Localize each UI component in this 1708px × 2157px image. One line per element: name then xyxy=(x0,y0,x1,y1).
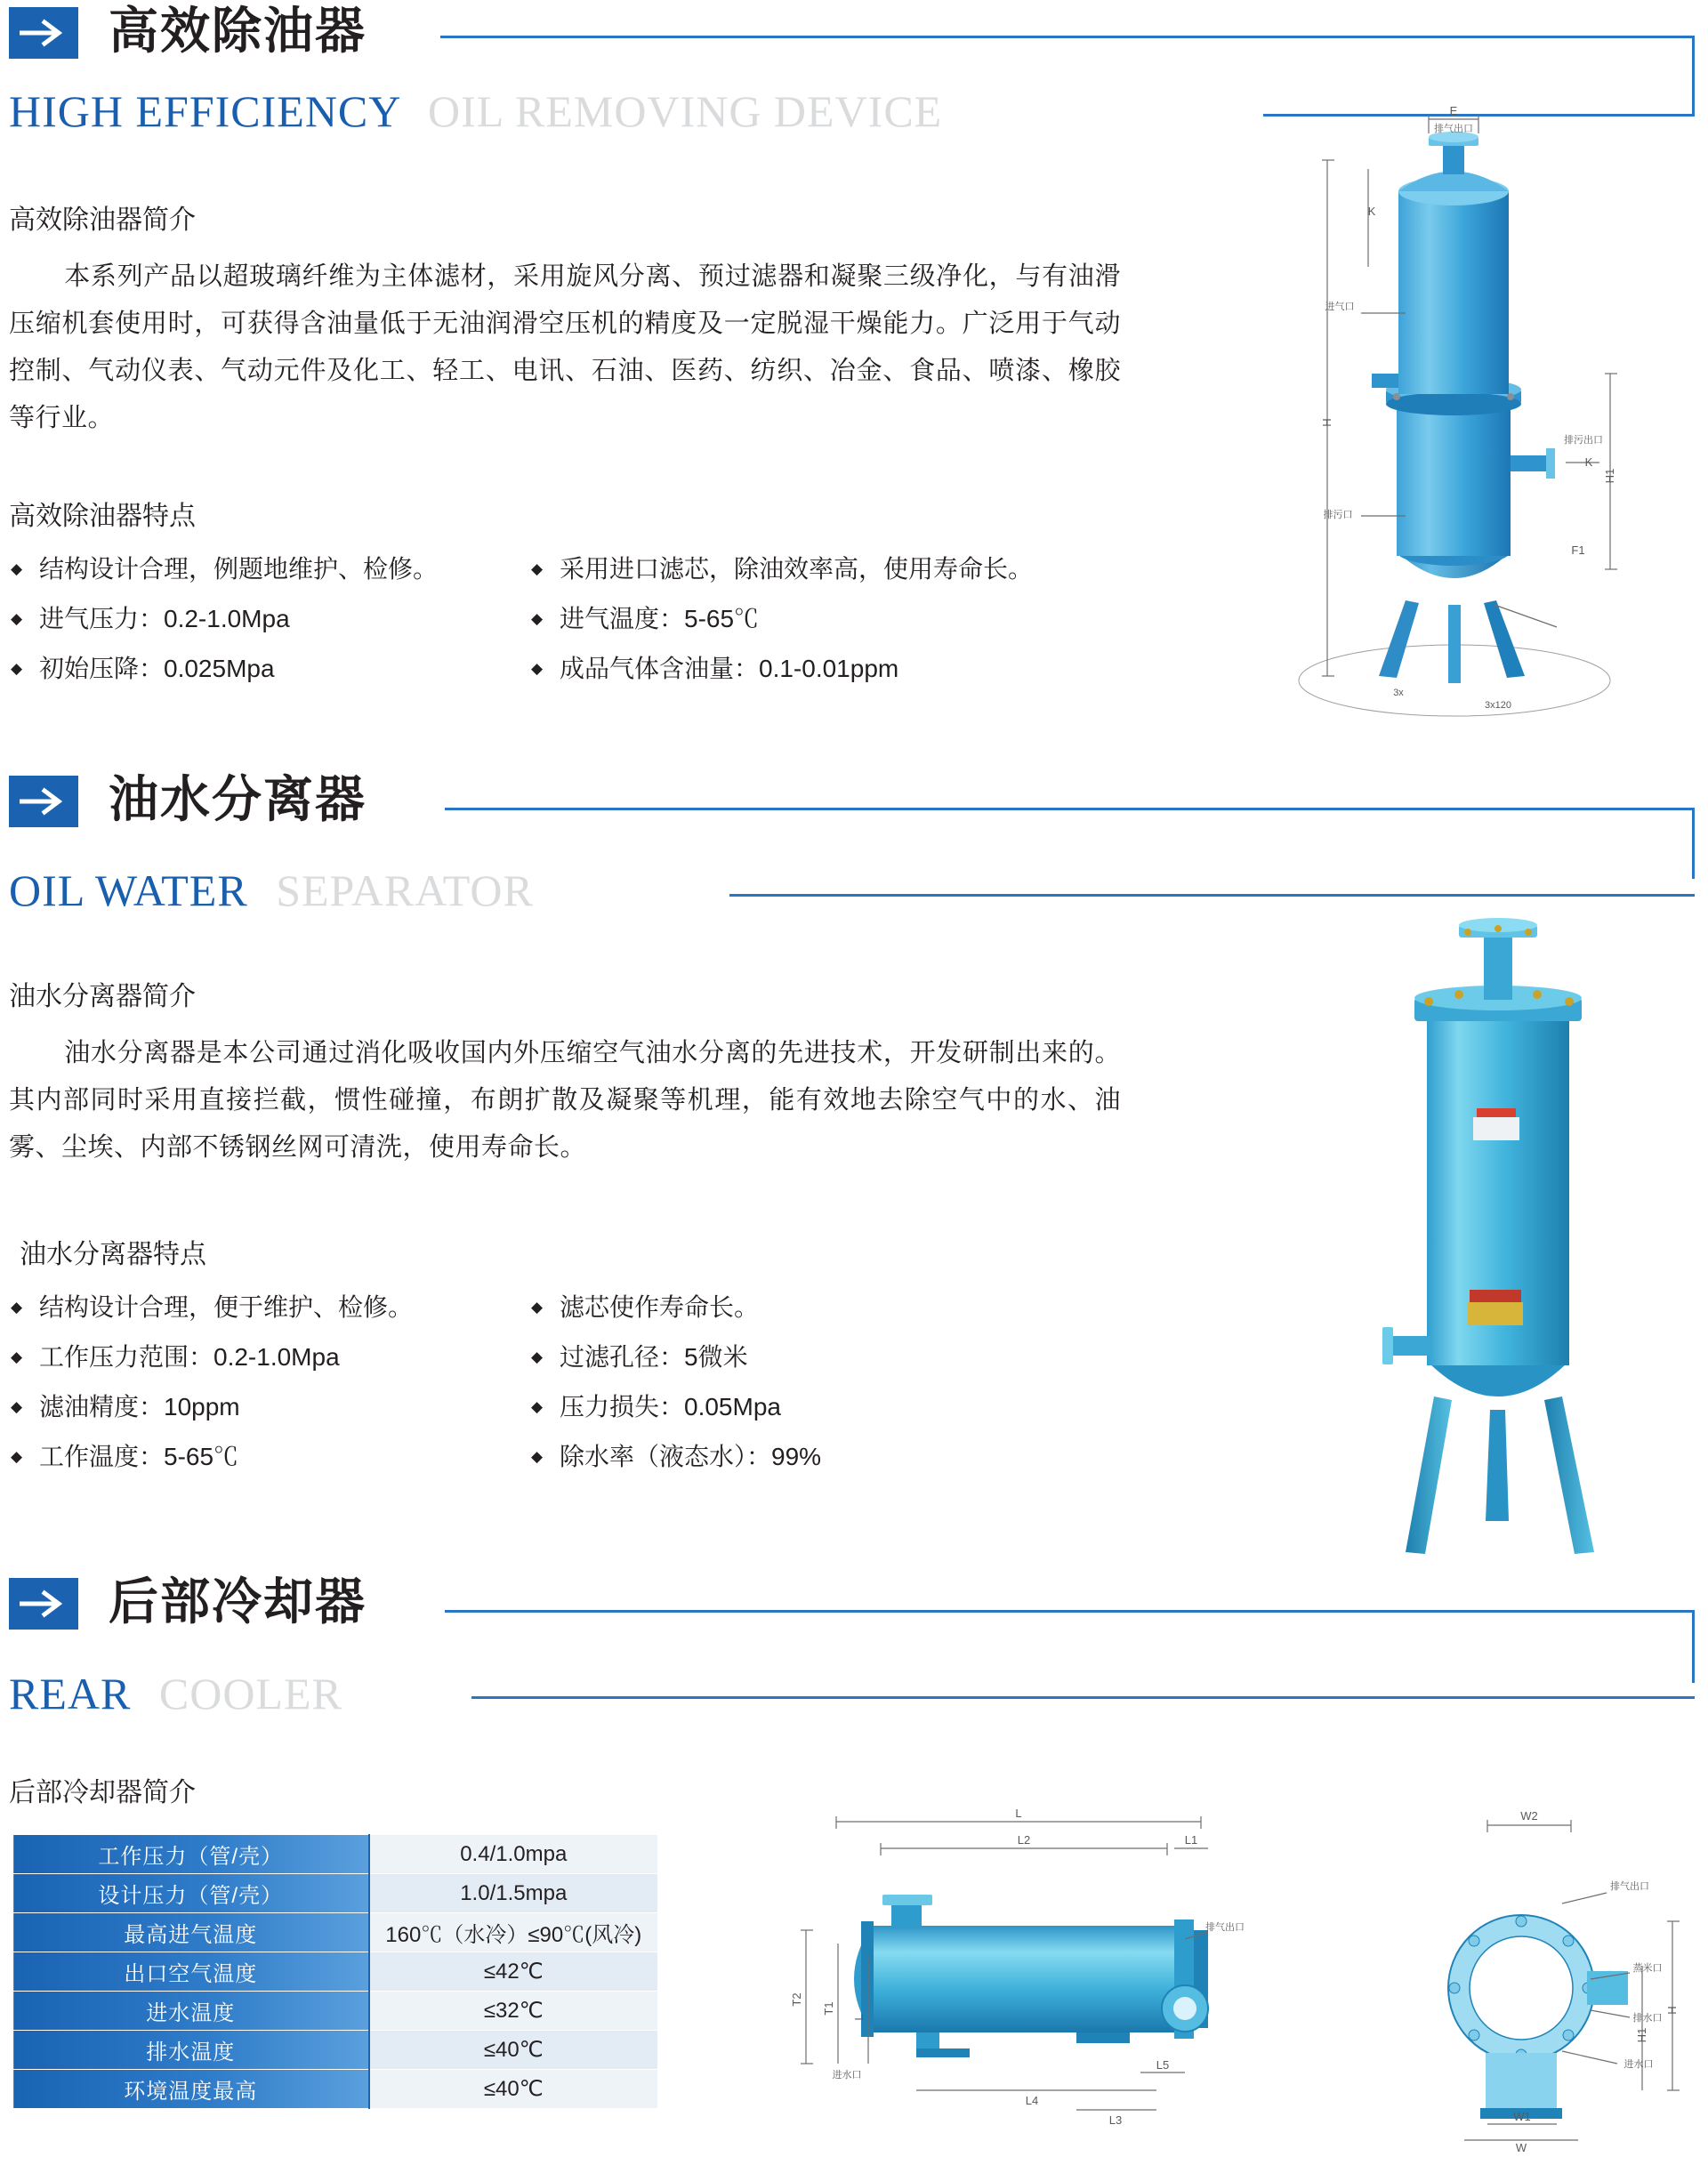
list-item: ◆ 成品气体含油量：0.1-0.01ppm xyxy=(529,644,1134,694)
spec-key: 环境温度最高 xyxy=(13,2070,369,2109)
table-row xyxy=(13,2070,658,2109)
section-title-en xyxy=(9,865,534,916)
arrow-icon xyxy=(9,1578,78,1630)
features-list-left-2 xyxy=(9,1283,525,1482)
list-item: ◆ 采用进口滤芯，除油效率高，使用寿命长。 xyxy=(529,544,1134,594)
table-row xyxy=(13,2031,658,2070)
svg-text:排气出口: 排气出口 xyxy=(1610,1881,1649,1892)
section-title-cn: 后部冷却器 xyxy=(109,1573,367,1630)
list-item: ◆ 滤油精度：10ppm xyxy=(9,1382,525,1432)
table-row xyxy=(13,1992,658,2031)
svg-text:H: H xyxy=(1665,2006,1679,2015)
oil-removing-device-drawing xyxy=(1272,107,1690,792)
list-item: ◆ 结构设计合理，便于维护、检修。 xyxy=(9,1283,525,1332)
svg-text:K: K xyxy=(1367,205,1376,218)
spec-key: 工作压力（管/壳） xyxy=(13,1835,369,1874)
intro-heading-1: 高效除油器简介 xyxy=(9,205,196,235)
arrow-icon xyxy=(9,7,78,59)
rear-cooler-drawing-section xyxy=(1388,1797,1699,2153)
svg-text:W1: W1 xyxy=(1513,2110,1531,2123)
list-item: ◆ 结构设计合理，例题地维护、检修。 xyxy=(9,544,525,594)
svg-text:进气口: 进气口 xyxy=(1325,302,1355,312)
svg-text:L: L xyxy=(852,2014,866,2021)
arrow-right-icon xyxy=(20,786,68,817)
section-title-cn: 高效除油器 xyxy=(109,3,367,59)
intro-heading-2: 油水分离器简介 xyxy=(9,982,196,1011)
svg-text:H1: H1 xyxy=(1603,468,1616,484)
spec-value: 160℃（水冷）≤90℃(风冷) xyxy=(369,1913,658,1952)
svg-text:L: L xyxy=(1015,1807,1022,1820)
spec-key: 出口空气温度 xyxy=(13,1952,369,1992)
svg-text:排水口: 排水口 xyxy=(1632,2013,1663,2024)
svg-text:W: W xyxy=(1515,2141,1527,2153)
features-heading-2: 油水分离器特点 xyxy=(20,1240,206,1269)
list-item: ◆ 工作压力范围：0.2-1.0Mpa xyxy=(9,1332,525,1382)
header-rule-bottom xyxy=(729,894,1695,897)
spec-value: ≤42℃ xyxy=(369,1952,658,1992)
intro-text-1-body: 本系列产品以超玻璃纤维为主体滤材，采用旋风分离、预过滤器和凝聚三级净化，与有油滑压缩机套使用时，可获得含油量低于无油润滑空压机的精度及一定脱湿干燥能力。广泛用于气动控制、气动仪表、气动元件及化工、轻工、电讯、石油、医药、纺织、冶金、食品、喷漆、橡胶等行业。 xyxy=(9,262,1121,432)
list-item: ◆ 初始压降：0.025Mpa xyxy=(9,644,525,694)
features-heading-1: 高效除油器特点 xyxy=(9,502,196,531)
arrow-right-icon xyxy=(20,1589,68,1619)
table-row xyxy=(13,1913,658,1952)
svg-text:E: E xyxy=(1449,107,1458,117)
intro-text-2-body: 油水分离器是本公司通过消化吸收国内外压缩空气油水分离的先进技术，开发研制出来的。其内部同时采用直接拦截，惯性碰撞，布朗扩散及凝聚等机理，能有效地去除空气中的水、油雾、尘埃、内部不锈钢丝网可清洗，使用寿命长。 xyxy=(9,1039,1121,1162)
header-rule-bottom xyxy=(471,1696,1695,1699)
arrow-right-icon xyxy=(20,18,68,48)
rear-cooler-spec-table xyxy=(12,1834,658,2109)
list-item: ◆ 进气压力：0.2-1.0Mpa xyxy=(9,594,525,644)
header-rule-top xyxy=(440,36,1695,38)
section-title-en-strong: REAR xyxy=(9,1669,132,1718)
features-list-right-2 xyxy=(529,1283,1134,1482)
svg-text:3x: 3x xyxy=(1393,688,1404,698)
spec-key: 设计压力（管/壳） xyxy=(13,1874,369,1913)
oil-water-separator-photo xyxy=(1352,898,1672,1574)
svg-text:进水口: 进水口 xyxy=(1623,2059,1654,2070)
svg-text:排气出口: 排气出口 xyxy=(1434,124,1473,134)
svg-text:L5: L5 xyxy=(1156,2058,1170,2072)
svg-text:H1: H1 xyxy=(1635,2027,1648,2043)
svg-text:L1: L1 xyxy=(1184,1833,1198,1847)
table-row xyxy=(13,1835,658,1874)
header-rule-top xyxy=(445,808,1695,810)
table-row xyxy=(13,1874,658,1913)
header-rule-top xyxy=(445,1610,1695,1613)
features-list-left-1 xyxy=(9,544,525,694)
svg-text:L4: L4 xyxy=(1025,2094,1039,2107)
spec-key: 排水温度 xyxy=(13,2031,369,2070)
arrow-icon xyxy=(9,776,78,827)
svg-text:T1: T1 xyxy=(822,2001,835,2016)
section-title-en-faint: COOLER xyxy=(158,1669,342,1718)
header-rule-right xyxy=(1692,36,1695,116)
header-rule-right xyxy=(1692,1610,1695,1683)
section-title-en-strong: OIL WATER xyxy=(9,865,248,915)
list-item: ◆ 滤芯使作寿命长。 xyxy=(529,1283,1134,1332)
section-title-en xyxy=(9,85,942,137)
svg-text:L2: L2 xyxy=(1017,1833,1031,1847)
features-list-right-1 xyxy=(529,544,1134,694)
list-item: ◆ 过滤孔径：5微米 xyxy=(529,1332,1134,1382)
section-header-rear-cooler xyxy=(0,1565,1708,1734)
svg-text:排污出口: 排污出口 xyxy=(1564,435,1603,446)
spec-key: 最高进气温度 xyxy=(13,1913,369,1952)
spec-value: ≤40℃ xyxy=(369,2070,658,2109)
rear-cooler-drawing-side xyxy=(783,1797,1388,2153)
svg-text:L3: L3 xyxy=(1108,2113,1123,2127)
svg-text:排气出口: 排气出口 xyxy=(1205,1922,1245,1933)
list-item: ◆ 压力损失：0.05Mpa xyxy=(529,1382,1134,1432)
list-item: ◆ 工作温度：5-65℃ xyxy=(9,1432,525,1482)
list-item: ◆ 除水率（液态水）：99% xyxy=(529,1432,1134,1482)
section-title-en xyxy=(9,1668,342,1719)
section-title-en-strong: HIGH EFFICIENCY xyxy=(9,86,400,136)
list-item: ◆ 进气温度：5-65℃ xyxy=(529,594,1134,644)
header-rule-right xyxy=(1692,808,1695,879)
section-title-en-faint: SEPARATOR xyxy=(276,865,534,915)
svg-text:F1: F1 xyxy=(1571,543,1585,557)
intro-text-2 xyxy=(9,1030,1121,1171)
svg-text:W2: W2 xyxy=(1520,1809,1538,1823)
svg-text:排污口: 排污口 xyxy=(1323,510,1353,520)
svg-text:H: H xyxy=(1320,418,1333,427)
spec-key: 进水温度 xyxy=(13,1992,369,2031)
svg-text:T2: T2 xyxy=(790,1992,803,2007)
spec-value: ≤32℃ xyxy=(369,1992,658,2031)
table-row xyxy=(13,1952,658,1992)
section-title-cn: 油水分离器 xyxy=(109,771,367,827)
spec-value: ≤40℃ xyxy=(369,2031,658,2070)
intro-text-1 xyxy=(9,254,1121,442)
spec-value: 1.0/1.5mpa xyxy=(369,1874,658,1913)
svg-text:进水口: 进水口 xyxy=(832,2070,862,2081)
spec-value: 0.4/1.0mpa xyxy=(369,1835,658,1874)
intro-heading-3: 后部冷却器简介 xyxy=(9,1778,196,1807)
svg-text:3x120: 3x120 xyxy=(1485,700,1511,711)
svg-text:K: K xyxy=(1584,455,1593,469)
section-title-en-faint: OIL REMOVING DEVICE xyxy=(428,86,943,136)
svg-text:蒸米口: 蒸米口 xyxy=(1632,1963,1663,1974)
